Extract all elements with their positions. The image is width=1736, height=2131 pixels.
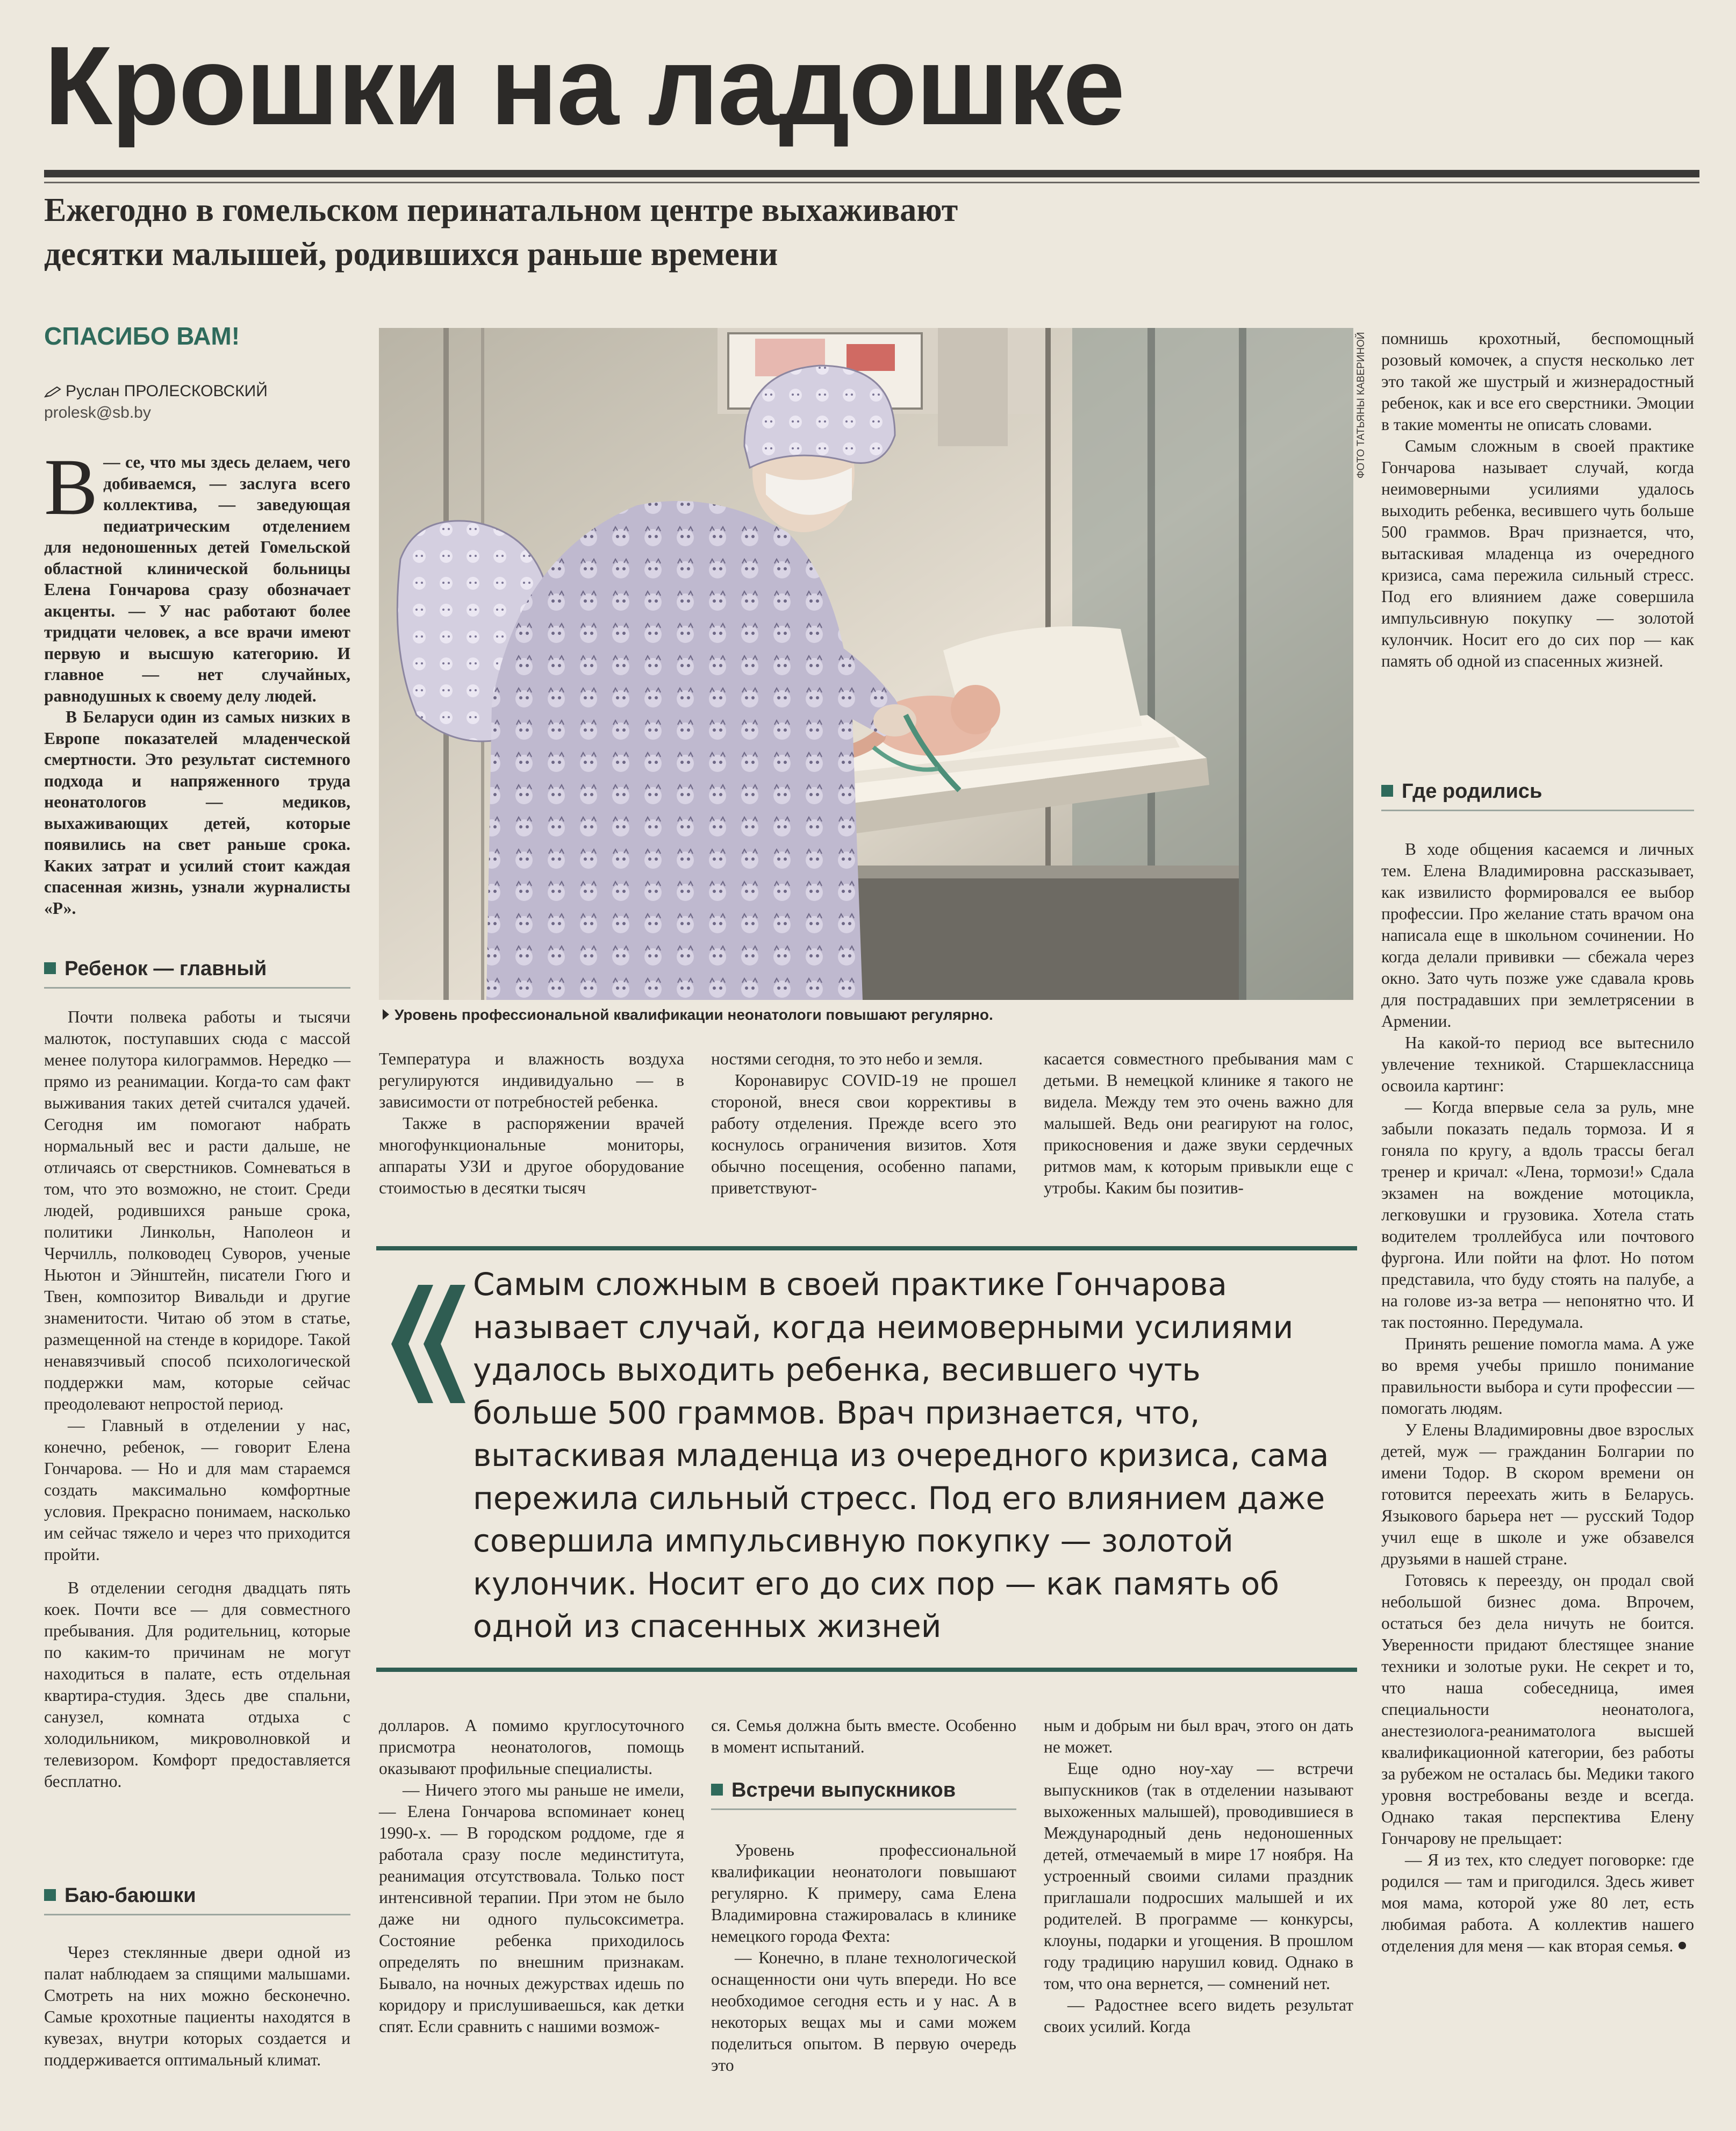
col5-paragraph-6: Принять решение помогла мама. А уже во время учебы пришло понимание правильности выбора и сути профессии — помогать людям. (1381, 1334, 1694, 1418)
lead-text (44, 442, 350, 919)
col5-paragraph-1: помнишь крохотный, беспомощный розовый комочек, а спустя несколько лет это такой же шустрый и жизнерадостный ребенок, как и все его сверстники. Эмоции в такие моменты не описать словами. (1381, 329, 1694, 434)
quote-rule-bottom (376, 1668, 1357, 1672)
col5-paragraph-8: Готовясь к переезду, он продал свой небольшой бизнес дома. Впрочем, остаться без дела ничуть не боится. Уверенности придают блестящее знание техники и золотые руки. Не секрет и то, что наша собеседница, имея специальности неонатолога, анестезиолога-реаниматолога высшей квалификационной категории, без работы за рубежом не осталась бы. Медики такого уровня востребованы везде и всегда. Однако такая перспектива Елену Гончарову не прельщает: (1381, 1571, 1694, 1848)
subheading-main-child-text: Ребенок — главный (64, 957, 267, 980)
col5-paragraph-9 (1381, 1849, 1694, 1957)
col5-paragraph-2: Самым сложным в своей практике Гончарова называет случай, когда неимоверными усилиями удалось выходить ребенка, весившего чуть больше 500 граммов. Врач признается, что, вытаскивая младенца из очередного кризиса, сама пережила сильный стресс. Под его влиянием даже совершила импульсивную покупку — золотой кулончик. Носит его до сих пор — как память об одной из спасенных жизней. (1381, 437, 1694, 670)
col3-bottom-paragraph-2: Уровень профессиональной квалификации неонатологи повышают регулярно. К примеру, сама Елена Владимировна стажировалась в клинике немецкого города Фехта: (711, 1841, 1016, 1946)
subtitle-line-1: Ежегодно в гомельском перинатальном центре выхаживают (44, 192, 958, 228)
subheading-lullaby (44, 1883, 350, 1915)
col2-bottom-paragraph-2: — Ничего этого мы раньше не имели, — Елена Гончарова вспоминает конец 1990-х. — В городском роддоме, где я работала сразу после мединститута, реанимация отсутствовала. Только пост интенсивной терапии. При этом не было даже ни одного пульсоксиметра. Состояние ребенка приходилось определять по внешним признакам. Бывало, на ночных дежурствах идешь по коридору и прислушиваешься, как детки спят. Если сравнить с нашими возмож- (379, 1780, 684, 2036)
pull-quote: Самым сложным в своей практике Гончарова называет случай, когда неимоверными усилиями удалось выходить ребенка, весившего чуть больше 500 граммов. Врач признается, что, вытаскивая младенца из очередного кризиса, сама пережила сильный стресс. Под его влиянием даже совершила импульсивную покупку — золотой кулончик. Носит его до сих пор — как память об одной из спасенных жизней (473, 1266, 1329, 1644)
col3-top-paragraph-1: ностями сегодня, то это небо и земля. (711, 1049, 983, 1068)
photo-illustration (379, 328, 1353, 1000)
author-email[interactable]: prolesk@sb.by (44, 404, 151, 421)
title-divider (44, 170, 1699, 177)
article-photo (379, 328, 1353, 1000)
subheading-main-child (44, 956, 350, 989)
lead-paragraph-2: В Беларуси один из самых низких в Европе показателей младенческой смертности. Это результат системного подхода и напряженного труда неонатологов — медиков, выхаживающих детей, которые появились на свет раньше срока. Каких затрат и усилий стоит каждая спасенная жизнь, узнали журналисты «Р». (44, 707, 350, 918)
end-mark-icon (1678, 1942, 1686, 1949)
byline (44, 381, 356, 424)
bullet-square-icon (44, 962, 56, 974)
paragraph-gap (44, 1565, 350, 1577)
col3-bottom-paragraph-1: ся. Семья должна быть вместе. Особенно в момент испытаний. (711, 1716, 1016, 1756)
subheading-alumni-meetings (711, 1777, 1016, 1810)
col5-paragraph-9-text: — Я из тех, кто следует поговорке: где родился — там и пригодился. Здесь живет моя мама, которой уже 80 лет, есть любимая работа. А коллектив нашего отделения для меня — как вторая семья. (1381, 1850, 1694, 1955)
col4-bottom-paragraph-1: ным и добрым ни был врач, этого он дать не может. (1044, 1716, 1353, 1756)
article-subtitle (44, 188, 1441, 276)
col3-top-paragraph-2: Коронавирус COVID-19 не прошел стороной, внеся свои коррективы в работу отделения. Прежде всего это коснулось ограничения визитов. Хотя обычно посещения, особенно папами, приветствуют- (711, 1071, 1016, 1197)
col2-top-paragraph-2: Также в распоряжении врачей многофункциональные мониторы, аппараты УЗИ и другое оборудование стоимостью в десятки тысяч (379, 1114, 684, 1197)
title-divider-thin (44, 182, 1699, 183)
lead-paragraph-1-text: се, что мы здесь делаем, чего добиваемся, — заслуга всего коллектива, — заведующая педиатрическим отделением для недоношенных детей Гомельской областной клинической больницы Елена Гончарова сразу обозначает акценты. — У нас работают более тридцати человек, а все врачи имеют первую и высшую категорию. И главное — нет случайных, равнодушных к своему делу людей. (44, 453, 350, 705)
column-3-bottom-body (711, 1840, 1016, 2076)
col1-paragraph-3: В отделении сегодня двадцать пять коек. Почти все — для совместного пребывания. Для родительниц, которые по каким-то причинам не могут находиться в палате, есть отдельная квартира-студия. Здесь две спальни, санузел, комната отдыха с холодильником, микроволновкой и телевизором. Комфорт предоставляется бесплатно. (44, 1578, 350, 1791)
bullet-square-icon (44, 1889, 56, 1901)
rubric-label: СПАСИБО ВАМ! (44, 322, 240, 350)
column-3-top (711, 1048, 1016, 1199)
subheading-where-born (1381, 778, 1694, 811)
col4-top-paragraph: касается совместного пребывания мам с детьми. В немецкой клинике я такого не видела. Между тем это очень важно для малышей. Ведь они реагируют на голос, прикосновения и даже звуки сердечных ритмов мам, к которым привыкли еще с утробы. Каким бы позитив- (1044, 1049, 1353, 1197)
col1-paragraph-2: — Главный в отделении у нас, конечно, ребенок, — говорит Елена Гончарова. — Но и для мам стараемся создать максимально комфортные условия. Прекрасно понимаем, насколько им сейчас тяжело и через что приходится пройти. (44, 1416, 350, 1564)
author-name: Руслан ПРОЛЕСКОВСКИЙ (66, 382, 268, 400)
col4-bottom-paragraph-2: Еще одно ноу-хау — встречи выпускников (так в отделении называют выхоженных малышей), проводившиеся в Международный день недоношенных детей, отмечаемый в мире 17 ноября. На устроенный своими силами праздник приглашали подросших малышей и их родителей. В программе — конкурсы, клоуны, подарки и угощения. В прошлом году традицию нарушил ковид. Однако в том, что она вернется, — сомнений нет. (1044, 1759, 1353, 1993)
column-2-top (379, 1048, 684, 1199)
col2-bottom-paragraph-1: долларов. А помимо круглосуточного присмотра неонатологов, помощь оказывают профильные специалисты. (379, 1716, 684, 1778)
col1-paragraph-4: Через стеклянные двери одной из палат наблюдаем за спящими малышами. Смотреть на них можно бесконечно. Самые крохотные пациенты находятся в кувезах, внутри которых создается и поддерживается оптимальный климат. (44, 1943, 350, 2069)
lead-paragraph-1 (44, 442, 350, 706)
col5-paragraph-7: У Елены Владимировны двое взрослых детей, муж — гражданин Болгарии по имени Тодор. В скором времени он готовится переехать жить в Беларусь. Языкового барьера нет — русский Тодор учил еще в школе и уже обзавелся друзьями в нашей стране. (1381, 1420, 1694, 1568)
column-5-body (1381, 839, 1694, 1957)
drop-cap: В (44, 442, 98, 532)
photo-credit: ФОТО ТАТЬЯНЫ КАВЕРИНОЙ (1355, 332, 1367, 478)
column-3-bottom (711, 1715, 1016, 1758)
col5-paragraph-5: — Когда впервые села за руль, мне забыли показать педаль тормоза. И я гоняла по кругу, а вдоль трассы бегал тренер и кричал: «Лена, тормози!» Сдала экзамен на вождение мотоцикла, легковушки и грузовика. Хотела стать водителем троллейбуса или почтового фургона. Или пойти на флот. Но потом представила, что буду стоять на палубе, а на голове из-за ветра — непонятно что. И так постоянно. Передумала. (1381, 1098, 1694, 1332)
pen-icon (44, 386, 62, 398)
column-1-bottom (44, 1942, 350, 2071)
col1-paragraph-1: Почти полвека работы и тысячи малюток, поступавших сюда с массой менее полутора килограммов. Нередко — прямо из реанимации. Когда-то сам факт выживания таких детей считался удачей. Сегодня им помогают набрать нормальный вес и расти дальше, не отличаясь от сверстников. Сомневаться в том, что это возможно, не стоит. Среди людей, родившихся раньше срока, политики Линкольн, Наполеон и Черчилль, полководец Суворов, ученые Ньютон и Эйнштейн, писатели Гюго и Твен, композитор Вивальди и другие знаменитости. Читаю об этом в статье, размещенной на стенде в коридоре. Такой ненавязчивый способ психологической поддержки мам, которые сейчас преодолевают непростой период. (44, 1007, 350, 1413)
article-title: Крошки на ладошке (44, 24, 1124, 148)
col3-bottom-paragraph-3: — Конечно, в плане технологической оснащенности они чуть впереди. Но все необходимое сегодня есть и у нас. А в некоторых вещах мы и сами можем поделиться опытом. В первую очередь это (711, 1948, 1016, 2075)
column-4-top (1044, 1048, 1353, 1199)
subheading-lullaby-text: Баю-баюшки (64, 1884, 196, 1907)
column-4-bottom (1044, 1715, 1353, 2037)
column-1-top (44, 1006, 350, 1792)
column-5-top (1381, 328, 1694, 672)
lead-dash: — (103, 453, 120, 471)
bullet-square-icon (1381, 785, 1393, 797)
caption-marker-icon (383, 1009, 389, 1020)
subheading-alumni-meetings-text: Встречи выпускников (731, 1779, 956, 1801)
quote-rule-top (376, 1246, 1357, 1250)
col4-bottom-paragraph-3: — Радостнее всего видеть результат своих усилий. Когда (1044, 1996, 1353, 2036)
col2-top-paragraph-1: Температура и влажность воздуха регулируются индивидуально — в зависимости от потребностей ребенка. (379, 1049, 684, 1111)
col5-paragraph-4: На какой-то период все вытеснило увлечение техникой. Старшеклассница освоила картинг: (1381, 1033, 1694, 1095)
subtitle-line-2: десятки малышей, родившихся раньше времени (44, 236, 778, 273)
photo-caption-text: Уровень профессиональной квалификации неонатологи повышают регулярно. (394, 1006, 993, 1023)
col5-paragraph-3: В ходе общения касаемся и личных тем. Елена Владимировна рассказывает, как извилисто формировался ее выбор профессии. Про желание стать врачом она написала еще в школьном сочинении. Но когда делали прививки — сбежала через окно. Зато чуть позже уже сдавала кровь для пострадавших при землетрясении в Армении. (1381, 840, 1694, 1031)
photo-caption (383, 1006, 1350, 1024)
column-2-bottom (379, 1715, 684, 2037)
bullet-square-icon (711, 1784, 723, 1796)
quote-mark-icon (381, 1263, 467, 1425)
subheading-where-born-text: Где родились (1402, 780, 1543, 803)
